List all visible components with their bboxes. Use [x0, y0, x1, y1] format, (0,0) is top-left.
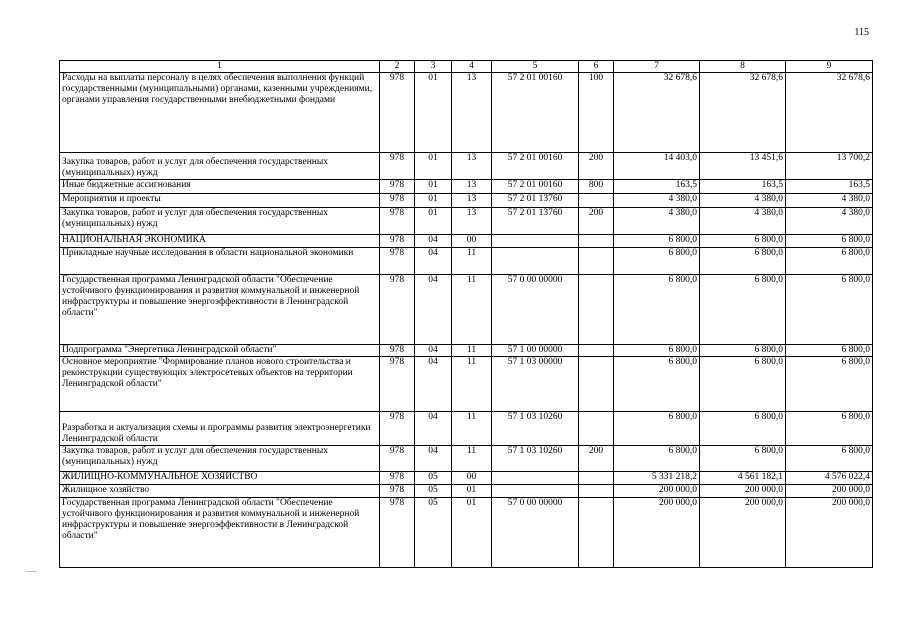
- cell-amount: 32 678,6: [700, 73, 786, 153]
- cell-type: 200: [579, 208, 614, 235]
- cell-subsection: 13: [452, 153, 492, 180]
- row-name: Прикладные научные исследования в области национальной экономики: [60, 248, 380, 275]
- cell-amount: 6 800,0: [614, 412, 700, 446]
- table-row: [60, 194, 873, 208]
- cell-subsection: 01: [452, 498, 492, 568]
- cell-amount: 163,5: [614, 180, 700, 194]
- column-header: 8: [700, 61, 786, 73]
- cell-amount: 200 000,0: [700, 485, 786, 498]
- cell-target: 57 0 00 00000: [492, 275, 579, 345]
- row-name: Основное мероприятие "Формирование планов нового строительства и реконструкции существующих электросетевых объектов на территории Ленинградской области": [60, 357, 380, 412]
- table-row: [60, 446, 873, 472]
- cell-amount: 6 800,0: [614, 446, 700, 472]
- row-name: Иные бюджетные ассигнования: [60, 180, 380, 194]
- cell-amount: 6 800,0: [700, 248, 786, 275]
- cell-amount: 200 000,0: [786, 498, 873, 568]
- cell-type: [579, 235, 614, 248]
- cell-section: 04: [415, 357, 452, 412]
- table-row: [60, 73, 873, 153]
- cell-amount: 200 000,0: [700, 498, 786, 568]
- cell-target: 57 1 03 10260: [492, 412, 579, 446]
- cell-section: 04: [415, 275, 452, 345]
- cell-subsection: 11: [452, 248, 492, 275]
- cell-section: 04: [415, 412, 452, 446]
- table-row: [60, 412, 873, 446]
- cell-section: 01: [415, 194, 452, 208]
- scan-artifact: [26, 571, 36, 572]
- page-number: 115: [854, 27, 869, 38]
- table-row: [60, 235, 873, 248]
- cell-code: 978: [380, 345, 415, 357]
- cell-subsection: 00: [452, 235, 492, 248]
- cell-amount: 6 800,0: [700, 235, 786, 248]
- cell-type: [579, 345, 614, 357]
- cell-target: 57 0 00 00000: [492, 498, 579, 568]
- table-row: [60, 472, 873, 485]
- table-header-row: [60, 61, 873, 73]
- cell-subsection: 11: [452, 412, 492, 446]
- cell-code: 978: [380, 485, 415, 498]
- cell-amount: 32 678,6: [614, 73, 700, 153]
- cell-code: 978: [380, 153, 415, 180]
- cell-amount: 6 800,0: [700, 357, 786, 412]
- cell-code: 978: [380, 248, 415, 275]
- cell-amount: 200 000,0: [614, 485, 700, 498]
- cell-subsection: 11: [452, 345, 492, 357]
- cell-amount: 13 700,2: [786, 153, 873, 180]
- table-row: [60, 248, 873, 275]
- cell-type: 200: [579, 446, 614, 472]
- cell-amount: 6 800,0: [700, 446, 786, 472]
- cell-type: [579, 485, 614, 498]
- cell-code: 978: [380, 412, 415, 446]
- column-header: 4: [452, 61, 492, 73]
- row-name: Подпрограмма "Энергетика Ленинградской области": [60, 345, 380, 357]
- cell-target: 57 2 01 13760: [492, 194, 579, 208]
- row-name: Жилищное хозяйство: [60, 485, 380, 498]
- cell-amount: 14 403,0: [614, 153, 700, 180]
- table-row: [60, 498, 873, 568]
- cell-target: [492, 472, 579, 485]
- cell-amount: 6 800,0: [614, 345, 700, 357]
- cell-section: 04: [415, 345, 452, 357]
- table-row: [60, 153, 873, 180]
- cell-code: 978: [380, 275, 415, 345]
- cell-section: 01: [415, 180, 452, 194]
- row-name: Государственная программа Ленинградской области "Обеспечение устойчивого функционирования и развития коммунальной и инженерной инфраструктуры и повышение энергоэффективности в Ленинградской области": [60, 498, 380, 568]
- row-name: Расходы на выплаты персоналу в целях обеспечения выполнения функций государственными (муниципальными) органами, казенными учреждениями, органами управления государственными внебюджетными фондами: [60, 73, 380, 153]
- cell-subsection: 13: [452, 73, 492, 153]
- cell-type: [579, 472, 614, 485]
- cell-amount: 6 800,0: [614, 275, 700, 345]
- table-row: [60, 275, 873, 345]
- cell-target: 57 2 01 13760: [492, 208, 579, 235]
- cell-type: [579, 275, 614, 345]
- cell-subsection: 13: [452, 180, 492, 194]
- cell-amount: 5 331 218,2: [614, 472, 700, 485]
- cell-amount: 4 576 022,4: [786, 472, 873, 485]
- cell-amount: 4 380,0: [614, 194, 700, 208]
- cell-code: 978: [380, 194, 415, 208]
- cell-code: 978: [380, 446, 415, 472]
- cell-section: 05: [415, 498, 452, 568]
- table-row: [60, 485, 873, 498]
- cell-code: 978: [380, 498, 415, 568]
- cell-amount: 32 678,6: [786, 73, 873, 153]
- cell-type: 200: [579, 153, 614, 180]
- row-name: Разработка и актуализация схемы и программы развития электроэнергетики Ленинградской области: [60, 412, 380, 446]
- cell-amount: 6 800,0: [786, 357, 873, 412]
- cell-amount: 6 800,0: [614, 357, 700, 412]
- column-header: 7: [614, 61, 700, 73]
- cell-target: 57 2 01 00160: [492, 73, 579, 153]
- cell-amount: 4 380,0: [786, 208, 873, 235]
- cell-code: 978: [380, 180, 415, 194]
- cell-code: 978: [380, 357, 415, 412]
- cell-amount: 6 800,0: [700, 412, 786, 446]
- cell-subsection: 11: [452, 357, 492, 412]
- cell-target: [492, 248, 579, 275]
- cell-amount: 163,5: [700, 180, 786, 194]
- cell-subsection: 13: [452, 194, 492, 208]
- cell-amount: 200 000,0: [614, 498, 700, 568]
- column-header: 6: [579, 61, 614, 73]
- row-name: Закупка товаров, работ и услуг для обеспечения государственных (муниципальных) нужд: [60, 153, 380, 180]
- cell-amount: 4 380,0: [700, 194, 786, 208]
- row-name: Мероприятия и проекты: [60, 194, 380, 208]
- cell-amount: 6 800,0: [700, 345, 786, 357]
- cell-subsection: 11: [452, 275, 492, 345]
- cell-subsection: 11: [452, 446, 492, 472]
- cell-subsection: 00: [452, 472, 492, 485]
- table-row: [60, 208, 873, 235]
- cell-code: 978: [380, 235, 415, 248]
- cell-amount: 6 800,0: [786, 235, 873, 248]
- cell-type: 100: [579, 73, 614, 153]
- cell-code: 978: [380, 208, 415, 235]
- cell-amount: 4 380,0: [614, 208, 700, 235]
- cell-type: [579, 412, 614, 446]
- cell-amount: 6 800,0: [786, 446, 873, 472]
- cell-amount: 6 800,0: [614, 248, 700, 275]
- cell-section: 05: [415, 472, 452, 485]
- column-header: 5: [492, 61, 579, 73]
- cell-type: 800: [579, 180, 614, 194]
- cell-amount: 200 000,0: [786, 485, 873, 498]
- row-name: Закупка товаров, работ и услуг для обеспечения государственных (муниципальных) нужд: [60, 208, 380, 235]
- budget-table: [59, 60, 873, 568]
- row-name: Закупка товаров, работ и услуг для обеспечения государственных (муниципальных) нужд: [60, 446, 380, 472]
- cell-amount: 13 451,6: [700, 153, 786, 180]
- cell-section: 01: [415, 73, 452, 153]
- cell-target: [492, 235, 579, 248]
- cell-target: [492, 485, 579, 498]
- cell-section: 01: [415, 208, 452, 235]
- cell-target: 57 1 03 10260: [492, 446, 579, 472]
- cell-amount: 163,5: [786, 180, 873, 194]
- table-row: [60, 357, 873, 412]
- cell-amount: 6 800,0: [614, 235, 700, 248]
- cell-amount: 6 800,0: [786, 248, 873, 275]
- row-name: НАЦИОНАЛЬНАЯ ЭКОНОМИКА: [60, 235, 380, 248]
- cell-amount: 4 561 182,1: [700, 472, 786, 485]
- column-header: 1: [60, 61, 380, 73]
- cell-amount: 4 380,0: [786, 194, 873, 208]
- cell-amount: 4 380,0: [700, 208, 786, 235]
- table-row: [60, 345, 873, 357]
- cell-subsection: 13: [452, 208, 492, 235]
- cell-type: [579, 194, 614, 208]
- cell-amount: 6 800,0: [786, 412, 873, 446]
- cell-section: 05: [415, 485, 452, 498]
- cell-type: [579, 357, 614, 412]
- cell-target: 57 1 00 00000: [492, 345, 579, 357]
- cell-type: [579, 248, 614, 275]
- cell-type: [579, 498, 614, 568]
- row-name: ЖИЛИЩНО-КОММУНАЛЬНОЕ ХОЗЯЙСТВО: [60, 472, 380, 485]
- cell-subsection: 01: [452, 485, 492, 498]
- cell-section: 04: [415, 248, 452, 275]
- cell-target: 57 1 03 00000: [492, 357, 579, 412]
- column-header: 9: [786, 61, 873, 73]
- cell-target: 57 2 01 00160: [492, 153, 579, 180]
- cell-section: 04: [415, 446, 452, 472]
- column-header: 3: [415, 61, 452, 73]
- cell-section: 01: [415, 153, 452, 180]
- cell-section: 04: [415, 235, 452, 248]
- cell-amount: 6 800,0: [786, 345, 873, 357]
- table-row: [60, 180, 873, 194]
- column-header: 2: [380, 61, 415, 73]
- cell-amount: 6 800,0: [700, 275, 786, 345]
- cell-target: 57 2 01 00160: [492, 180, 579, 194]
- row-name: Государственная программа Ленинградской области "Обеспечение устойчивого функционирования и развития коммунальной и инженерной инфраструктуры и повышение энергоэффективности в Ленинградской области": [60, 275, 380, 345]
- cell-code: 978: [380, 472, 415, 485]
- cell-code: 978: [380, 73, 415, 153]
- cell-amount: 6 800,0: [786, 275, 873, 345]
